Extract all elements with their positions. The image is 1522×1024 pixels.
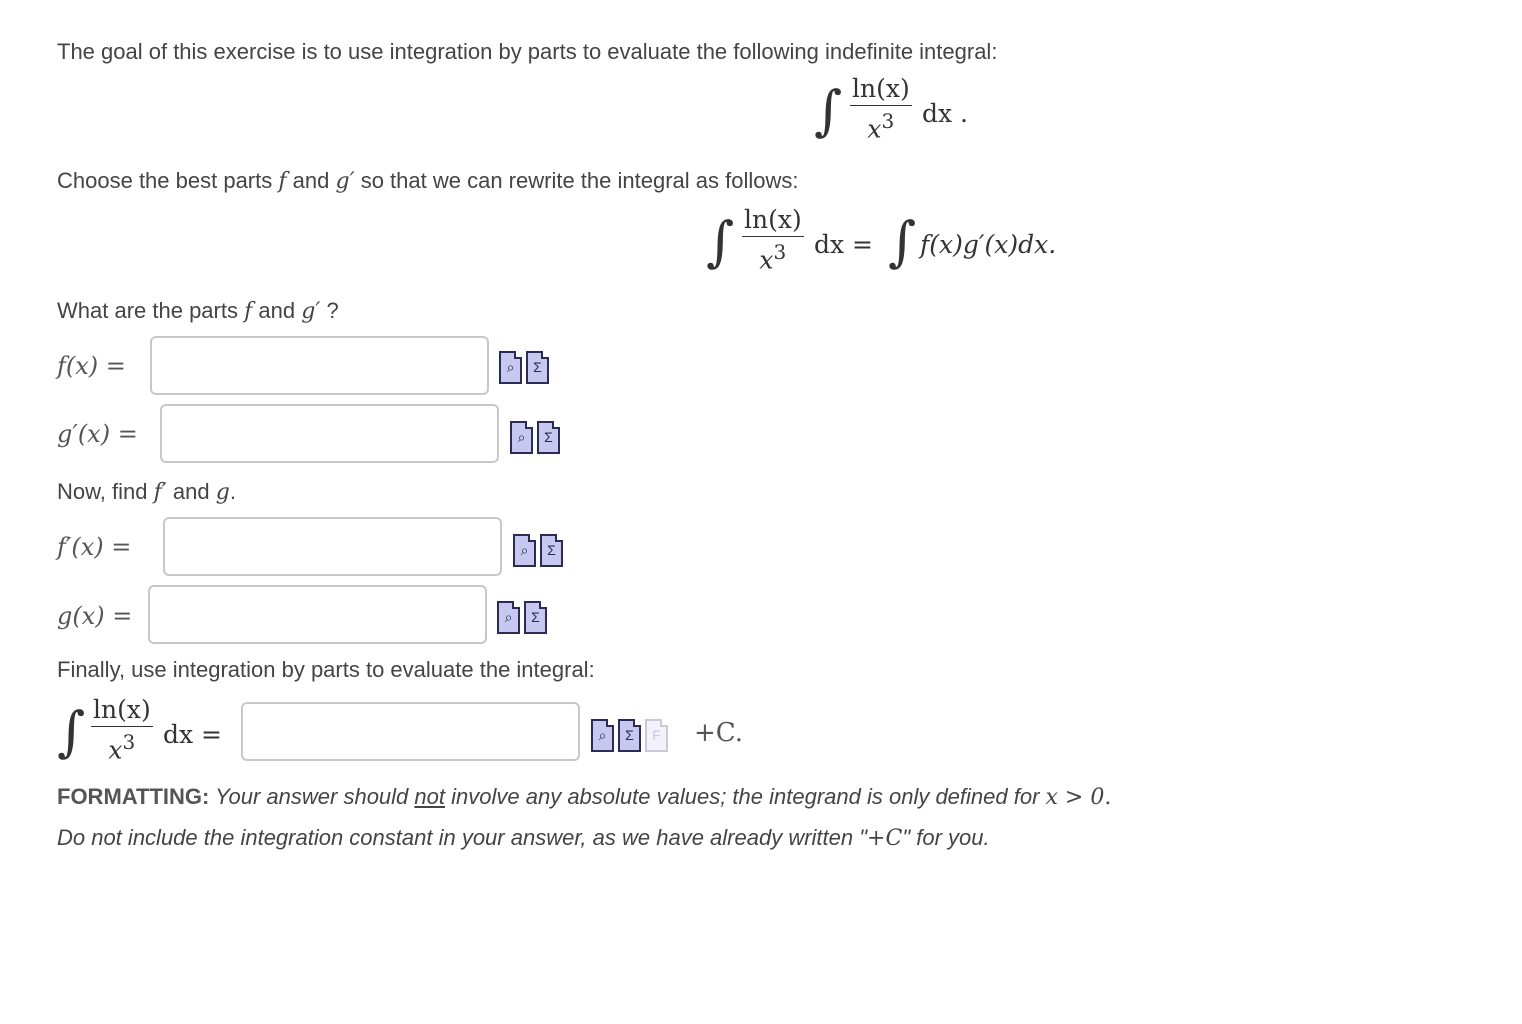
f-tools xyxy=(499,351,553,384)
equation-editor-icon[interactable]: Σ xyxy=(618,719,641,752)
final-input[interactable] xyxy=(241,702,580,761)
intro-numerator: ln(x) xyxy=(850,74,912,106)
formatting-line1-post: involve any absolute values; the integrand is only defined for xyxy=(451,784,1040,809)
choose-and: and xyxy=(292,168,330,193)
f-input[interactable] xyxy=(150,336,489,395)
intro-differential: dx . xyxy=(922,99,968,128)
intro-text: The goal of this exercise is to use integration by parts to evaluate the following indefinite integral: xyxy=(57,39,998,64)
choose-post: so that we can rewrite the integral as follows: xyxy=(360,168,799,193)
preview-icon[interactable]: ⌕ xyxy=(513,534,536,567)
f-label: f(x) = xyxy=(57,352,126,380)
what-parts-text xyxy=(57,298,339,325)
choose-var-f: f xyxy=(278,169,287,194)
f-prime-tools xyxy=(513,534,567,567)
final-fraction xyxy=(91,695,153,765)
now-find-text xyxy=(57,479,236,506)
formatting-line2-pre: Do not include the integration constant in your answer, as we have already written " xyxy=(57,825,868,850)
integral-sign: ∫ xyxy=(706,210,735,273)
preview-icon[interactable]: ⌕ xyxy=(510,421,533,454)
formatting-line1-pre: Your answer should xyxy=(215,784,409,809)
formatting-line2-math: +C xyxy=(867,826,903,851)
what-parts-post: ? xyxy=(326,298,339,323)
file-icon[interactable]: F xyxy=(645,719,668,752)
final-differential: dx = xyxy=(163,720,222,749)
choose-var-g: g′ xyxy=(335,169,355,194)
rewrite-numerator: ln(x) xyxy=(742,205,804,237)
f-prime-label: f′(x) = xyxy=(57,533,132,561)
equation-editor-icon[interactable]: Σ xyxy=(524,601,547,634)
equation-editor-icon[interactable]: Σ xyxy=(526,351,549,384)
formatting-line1-math: x > 0. xyxy=(1045,785,1112,810)
choose-text xyxy=(57,168,798,195)
rewrite-lhs-dx: dx = xyxy=(814,230,873,259)
final-numerator: ln(x) xyxy=(91,695,153,727)
now-find-and: and xyxy=(172,479,210,504)
final-integral xyxy=(57,695,237,775)
what-parts-var-g: g′ xyxy=(301,299,321,324)
choose-pre: Choose the best parts xyxy=(57,168,273,193)
final-tools xyxy=(591,719,672,752)
what-parts-pre: What are the parts xyxy=(57,298,238,323)
what-parts-and: and xyxy=(258,298,296,323)
g-label: g(x) = xyxy=(57,602,133,630)
now-find-pre: Now, find xyxy=(57,479,148,504)
now-find-var-fp: f′ xyxy=(153,480,167,505)
now-find-var-g: g xyxy=(215,480,230,505)
preview-icon[interactable]: ⌕ xyxy=(499,351,522,384)
formatting-line-2 xyxy=(57,825,990,851)
what-parts-var-f: f xyxy=(244,299,253,324)
intro-integral xyxy=(814,74,1014,154)
intro-fraction xyxy=(850,74,912,144)
integral-sign: ∫ xyxy=(888,210,917,273)
formatting-label: FORMATTING: xyxy=(57,784,210,809)
formatting-not: not xyxy=(414,784,446,809)
finally-text: Finally, use integration by parts to evaluate the integral: xyxy=(57,657,595,682)
integral-sign: ∫ xyxy=(814,79,843,142)
g-input[interactable] xyxy=(148,585,487,644)
preview-icon[interactable]: ⌕ xyxy=(497,601,520,634)
plus-c: +C. xyxy=(694,718,744,748)
rewrite-denominator: $x^3$ xyxy=(759,240,787,275)
equation-editor-icon[interactable]: Σ xyxy=(537,421,560,454)
equation-editor-icon[interactable]: Σ xyxy=(540,534,563,567)
rewrite-rhs: f(x)g′(x)dx. xyxy=(920,230,1057,259)
g-prime-label: g′(x) = xyxy=(57,420,138,448)
f-prime-input[interactable] xyxy=(163,517,502,576)
integral-sign: ∫ xyxy=(57,700,86,763)
formatting-line2-post: " for you. xyxy=(902,825,990,850)
g-tools xyxy=(497,601,551,634)
g-prime-input[interactable] xyxy=(160,404,499,463)
now-find-post: . xyxy=(229,479,236,504)
formatting-line-1 xyxy=(57,784,1111,810)
final-denominator: $x^3$ xyxy=(108,730,136,765)
rewrite-fraction xyxy=(742,205,804,275)
intro-denominator: $x^3$ xyxy=(867,109,895,144)
preview-icon[interactable]: ⌕ xyxy=(591,719,614,752)
g-prime-tools xyxy=(510,421,564,454)
rewrite-equation xyxy=(706,205,1106,285)
